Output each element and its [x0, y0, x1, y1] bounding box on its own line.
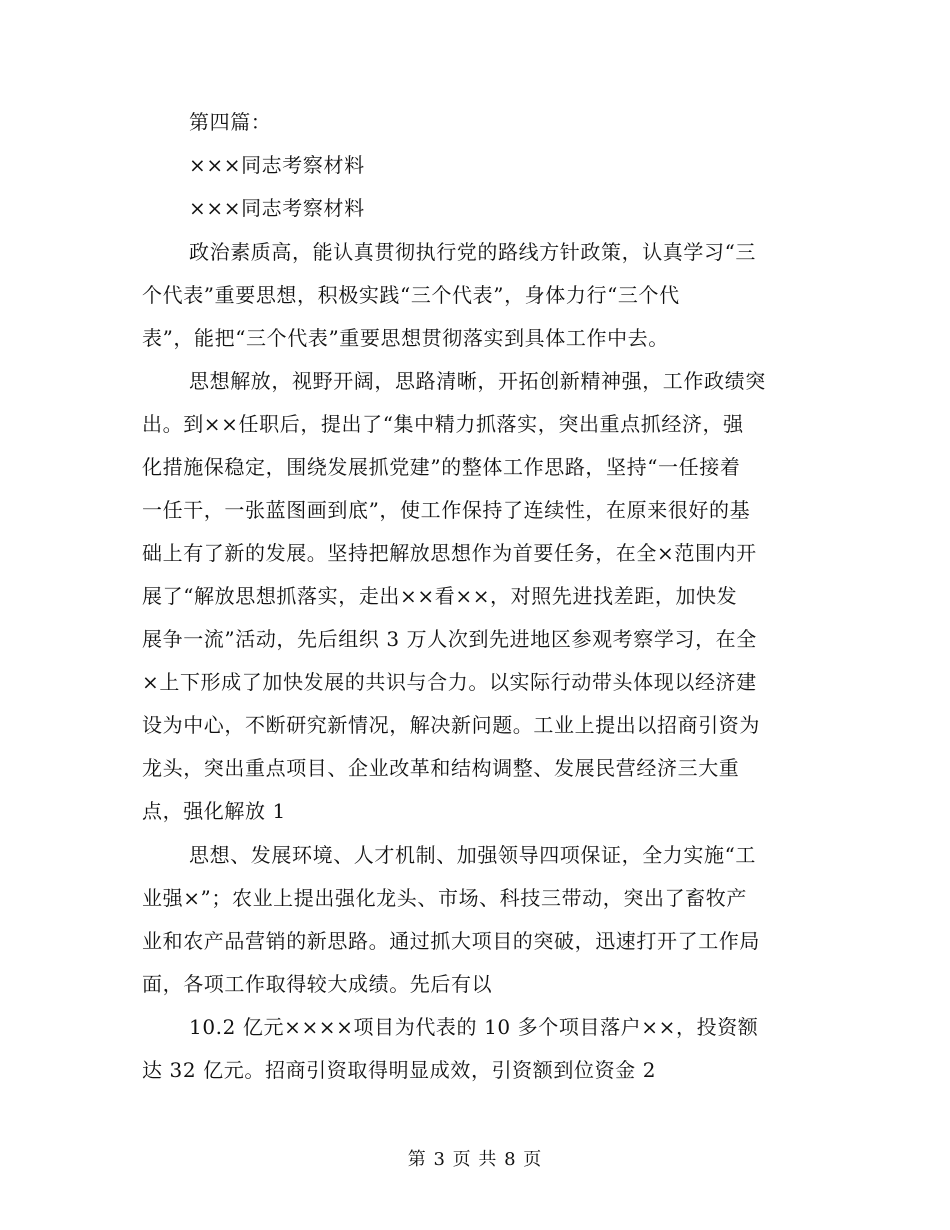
page-number-footer: 第 3 页 共 8 页	[407, 1149, 543, 1170]
paragraph-line: 政治素质高，能认真贯彻执行党的路线方针政策，认真学习“三	[189, 240, 757, 264]
paragraph-line: 化措施保稳定，围绕发展抓党建”的整体工作思路，坚持“一任接着	[142, 455, 741, 479]
paragraph-line: 个代表”重要思想，积极实践“三个代表”，身体力行“三个代	[142, 283, 680, 307]
paragraph-line: 思想解放，视野开阔，思路清晰，开拓创新精神强，工作政绩突	[189, 369, 766, 393]
paragraph-line: 思想、发展环境、人才机制、加强领导四项保证，全力实施“工	[189, 843, 757, 867]
paragraph-line: 展了“解放思想抓落实，走出××看××，对照先进找差距，加快发	[142, 584, 738, 608]
document-title: ×××同志考察材料	[189, 153, 365, 177]
paragraph-line: 表”，能把“三个代表”重要思想贯彻落实到具体工作中去。	[142, 326, 669, 350]
paragraph-line: 一任干，一张蓝图画到底”，使工作保持了连续性，在原来很好的基	[142, 498, 751, 522]
section-heading: 第四篇：	[189, 110, 272, 134]
paragraph-line: 础上有了新的发展。坚持把解放思想作为首要任务，在全×范围内开	[142, 541, 757, 565]
paragraph-line: 业强×”；农业上提出强化龙头、市场、科技三带动，突出了畜牧产	[142, 886, 747, 910]
paragraph-line: 设为中心，不断研究新情况，解决新问题。工业上提出以招商引资为	[142, 713, 760, 737]
paragraph-line: 展争一流”活动，先后组织 3 万人次到先进地区参观考察学习，在全	[142, 627, 757, 651]
paragraph-line: ×上下形成了加快发展的共识与合力。以实际行动带头体现以经济建	[142, 670, 757, 694]
paragraph-line: 龙头，突出重点项目、企业改革和结构调整、发展民营经济三大重	[142, 756, 740, 780]
paragraph-line: 10.2 亿元××××项目为代表的 10 多个项目落户××，投资额	[189, 1015, 759, 1039]
paragraph-line: 点，强化解放 1	[142, 799, 286, 823]
document-title-repeat: ×××同志考察材料	[189, 196, 365, 220]
paragraph-line: 出。到××任职后，提出了“集中精力抓落实，突出重点抓经济，强	[142, 412, 744, 436]
paragraph-line: 业和农产品营销的新思路。通过抓大项目的突破，迅速打开了工作局	[142, 929, 760, 953]
paragraph-line: 面，各项工作取得较大成绩。先后有以	[142, 972, 493, 996]
paragraph-line: 达 32 亿元。招商引资取得明显成效，引资额到位资金 2	[142, 1058, 657, 1082]
